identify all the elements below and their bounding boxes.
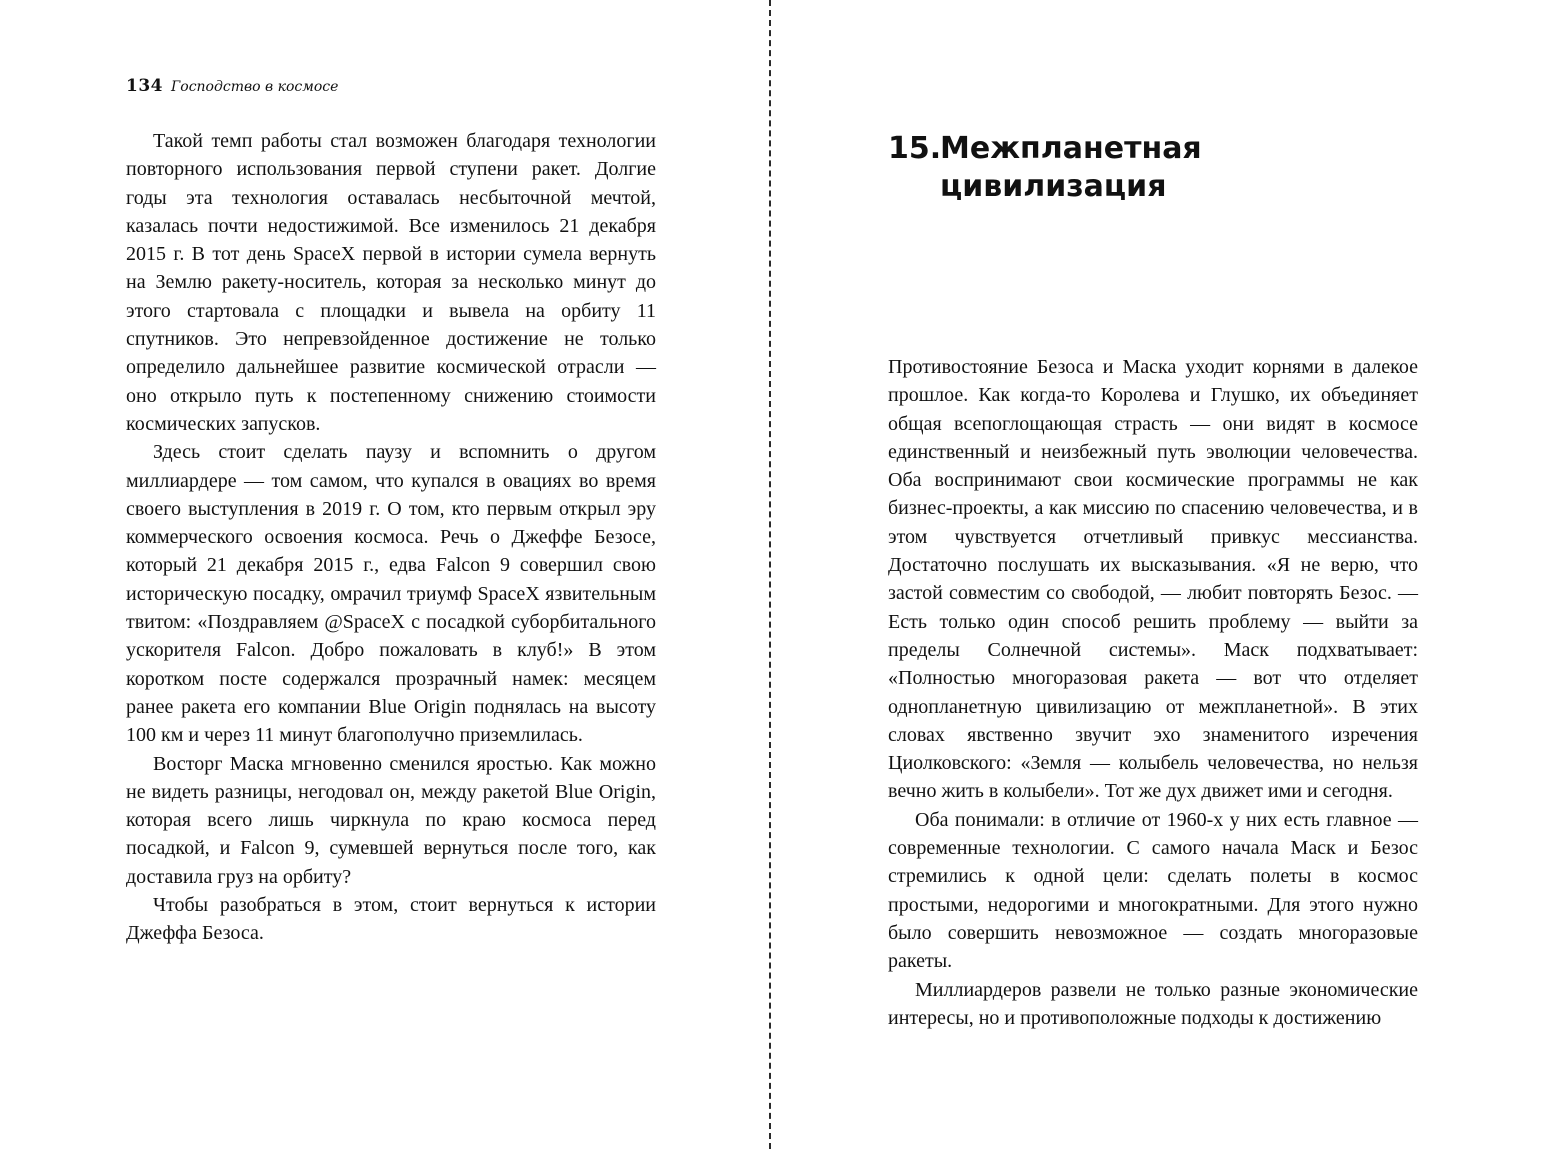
chapter-title-line2: цивилизация xyxy=(940,169,1167,204)
paragraph: Чтобы разобраться в этом, стоит вернуться к истории Джеффа Безоса. xyxy=(126,894,656,945)
running-head xyxy=(126,76,338,96)
left-page xyxy=(126,0,656,1149)
chapter-heading xyxy=(888,130,1418,206)
paragraph: Миллиардеров развели не только разные экономические интересы, но и противоположные подходы к достижению xyxy=(888,978,1418,1029)
chapter-number: 15. xyxy=(888,131,942,166)
page-divider xyxy=(769,0,771,1149)
paragraph: Восторг Маска мгновенно сменился яростью. Как можно не видеть разницы, негодовал он, между ракетой Blue Origin, которая всего лишь чиркнула по краю космоса перед посадкой, и Falcon 9, сумевшей вернуться после того, как доставила груз на орбиту? xyxy=(126,752,656,888)
right-page xyxy=(888,0,1418,1149)
right-body-text xyxy=(888,353,1418,1032)
chapter-title-line1: Межпланетная xyxy=(940,131,1202,166)
left-body-text xyxy=(126,127,656,948)
paragraph: Противостояние Безоса и Маска уходит корнями в далекое прошлое. Как когда-то Королева и Глушко, их объединяет общая всепоглощающая страсть — они видят в космосе единственный и неизбежный путь эволюции человечества. Оба воспринимают свои космические программы не как бизнес-проекты, а как миссию по спасению человечества, и в этом чувствуется отчетливый привкус мессианства. Достаточно послушать их высказывания. «Я не верю, что застой совместим со свободой, — любит повторять Безос. — Есть только один способ решить проблему — выйти за пределы Солнечной системы». Маск подхватывает: «Полностью многоразовая ракета — вот что отделяет однопланетную цивилизацию от межпланетной». В этих словах явственно звучит эхо знаменитого изречения Циолковского: «Земля — колыбель человечества, но нельзя вечно жить в колыбели». Тот же дух движет ими и сегодня. xyxy=(888,356,1418,803)
paragraph: Здесь стоит сделать паузу и вспомнить о другом миллиардере — том самом, что купался в овациях во время своего выступления в 2019 г. О том, кто первым открыл эру коммерческого освоения космоса. Речь о Джеффе Безосе, который 21 декабря 2015 г., едва Falcon 9 совершил свою историческую посадку, омрачил триумф SpaceX язвительным твитом: «Поздравляем @SpaceX с посадкой суборбитального ускорителя Falcon. Добро пожаловать в клуб!» В этом коротком посте содержался прозрачный намек: месяцем ранее ракета его компании Blue Origin поднялась на высоту 100 км и через 11 минут благополучно приземлилась. xyxy=(126,441,656,747)
paragraph: Оба понимали: в отличие от 1960-х у них есть главное — современные технологии. С самого начала Маск и Безос стремились к одной цели: сделать полеты в космос простыми, недорогими и многократными. Для этого нужно было совершить невозможное — создать многоразовые ракеты. xyxy=(888,808,1418,973)
paragraph: Такой темп работы стал возможен благодаря технологии повторного использования первой ступени ракет. Долгие годы эта технология оставалась несбыточной мечтой, казалась почти недостижимой. Все изменилось 21 декабря 2015 г. В тот день SpaceX первой в истории сумела вернуть на Землю ракету-носитель, которая за несколько минут до этого стартовала с площадки и вывела на орбиту 11 спутников. Это непревзойденное достижение не только определило дальнейшее развитие космической отрасли — оно открыло путь к постепенному снижению стоимости космических запусков. xyxy=(126,130,656,435)
page-number: 134 xyxy=(126,76,163,96)
running-title: Господство в космосе xyxy=(171,79,339,95)
